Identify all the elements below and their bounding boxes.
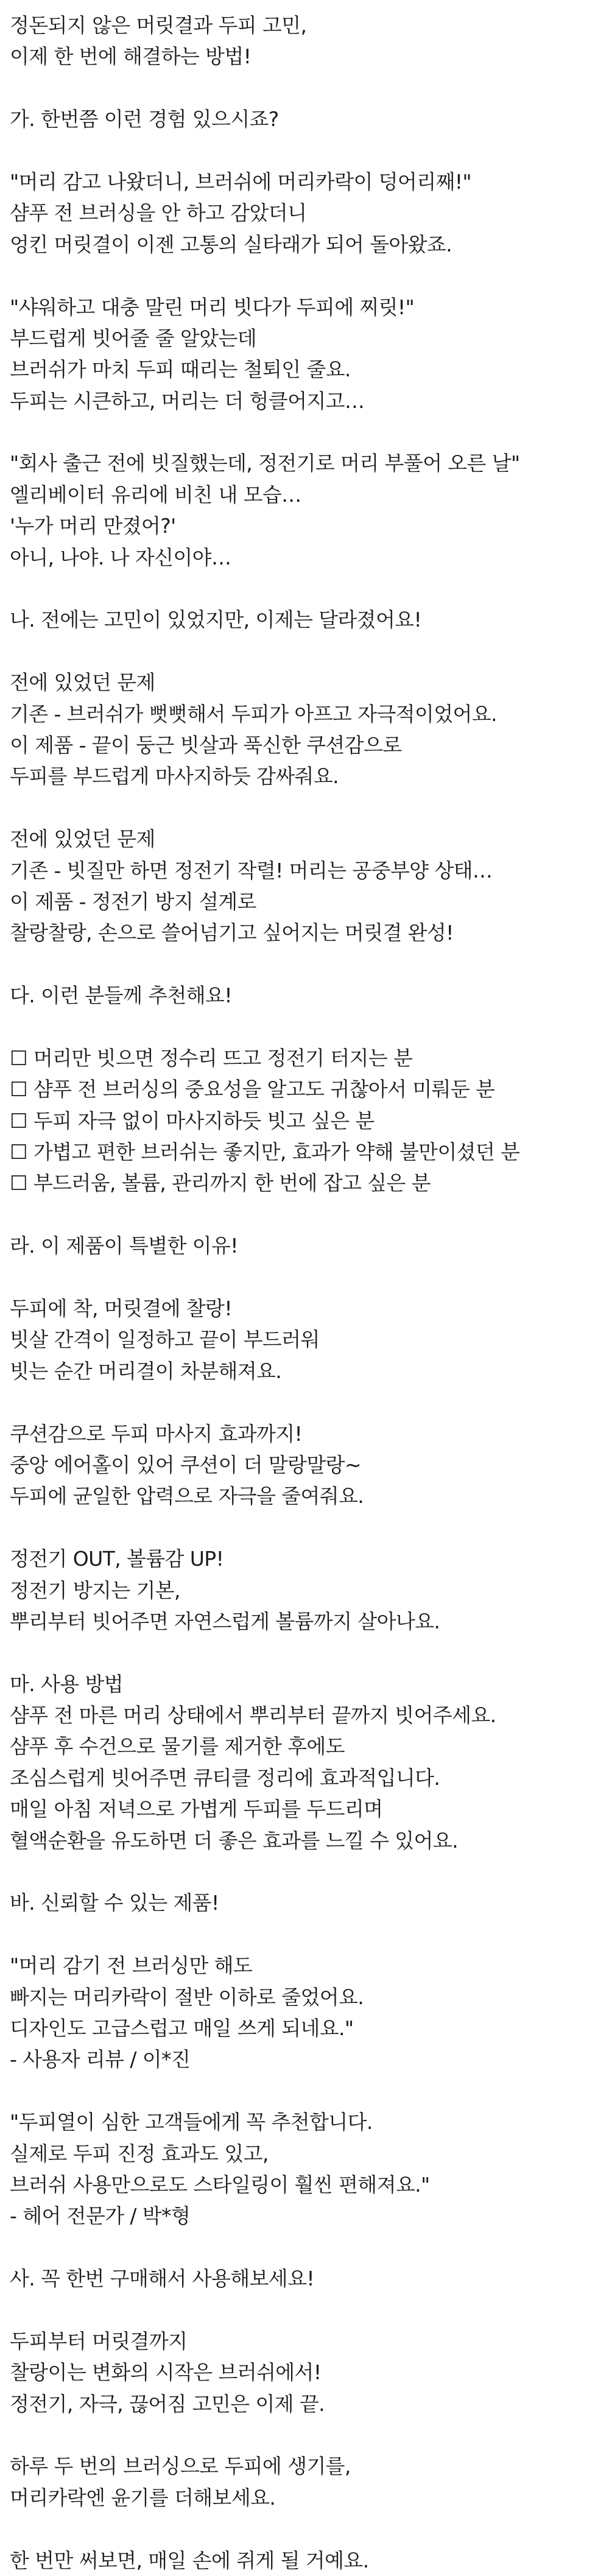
text-line: 머리카락엔 윤기를 더해보세요. bbox=[10, 2485, 276, 2510]
blank-line bbox=[10, 1387, 609, 1418]
blank-line bbox=[10, 2295, 609, 2326]
text-line: 샴푸 후 수건으로 물기를 제거한 후에도 bbox=[10, 1734, 345, 1759]
text-line: 두피는 시큰하고, 머리는 더 헝클어지고… bbox=[10, 389, 365, 413]
blank-line bbox=[10, 1199, 609, 1230]
text-line: 두피에 착, 머릿결에 찰랑! bbox=[10, 1297, 232, 1321]
text-line: "두피열이 심한 고객들에게 꼭 추천합니다. bbox=[10, 2110, 373, 2134]
text-line: 이 제품 - 정전기 방지 설계로 bbox=[10, 889, 256, 913]
text-line: 아니, 나야. 나 자신이야… bbox=[10, 545, 231, 569]
text-line: ☐ 부드러움, 볼륨, 관리까지 한 번에 잡고 싶은 분 bbox=[10, 1171, 431, 1195]
blank-line bbox=[10, 72, 609, 104]
text-line: 라. 이 제품이 특별한 이유! bbox=[10, 1234, 238, 1258]
text-line: 이 제품 - 끝이 둥근 빗살과 푹신한 쿠션감으로 bbox=[10, 733, 402, 757]
blank-line bbox=[10, 260, 609, 291]
text-line: 기존 - 빗질만 하면 정전기 작렬! 머리는 공중부양 상태… bbox=[10, 858, 493, 882]
text-line: 샴푸 전 브러싱을 안 하고 감았더니 bbox=[10, 201, 307, 225]
text-line: '누가 머리 만졌어?' bbox=[10, 514, 176, 538]
text-line: 찰랑찰랑, 손으로 쓸어넘기고 싶어지는 머릿결 완성! bbox=[10, 921, 454, 945]
text-line: 브러쉬가 마치 두피 때리는 철퇴인 줄요. bbox=[10, 357, 351, 382]
text-line: 빠지는 머리카락이 절반 이하로 줄었어요. bbox=[10, 1985, 364, 2009]
blank-line bbox=[10, 1919, 609, 1950]
text-line: 빗는 순간 머리결이 차분해져요. bbox=[10, 1359, 282, 1383]
text-line: ☐ 샴푸 전 브러싱의 중요성을 알고도 귀찮아서 미뤄둔 분 bbox=[10, 1077, 495, 1102]
text-line: 부드럽게 빗어줄 줄 알았는데 bbox=[10, 326, 257, 350]
blank-line bbox=[10, 1012, 609, 1043]
text-line: - 헤어 전문가 / 박*형 bbox=[10, 2204, 191, 2228]
text-line: "회사 출근 전에 빗질했는데, 정전기로 머리 부풀어 오른 날" bbox=[10, 451, 520, 476]
blank-line bbox=[10, 2232, 609, 2263]
text-line: 다. 이런 분들께 추천해요! bbox=[10, 984, 232, 1008]
text-line: 디자인도 고급스럽고 매일 쓰게 되네요." bbox=[10, 2016, 354, 2040]
text-line: 엉킨 머릿결이 이젠 고통의 실타래가 되어 돌아왔죠. bbox=[10, 232, 452, 256]
text-line: 마. 사용 방법 bbox=[10, 1672, 124, 1696]
text-line: "머리 감기 전 브러싱만 해도 bbox=[10, 1954, 253, 1978]
text-line: 나. 전에는 고민이 있었지만, 이제는 달라졌어요! bbox=[10, 608, 422, 632]
text-line: ☐ 두피 자극 없이 마사지하듯 빗고 싶은 분 bbox=[10, 1108, 375, 1133]
text-line: 중앙 에어홀이 있어 쿠션이 더 말랑말랑~ bbox=[10, 1452, 361, 1477]
blank-line bbox=[10, 949, 609, 980]
blank-line bbox=[10, 636, 609, 667]
blank-line bbox=[10, 417, 609, 448]
text-line: 사. 꼭 한번 구매해서 사용해보세요! bbox=[10, 2267, 314, 2291]
text-line: 한 번만 써보면, 매일 손에 쥐게 될 거예요. bbox=[10, 2548, 369, 2572]
text-line: ☐ 머리만 빗으면 정수리 뜨고 정전기 터지는 분 bbox=[10, 1046, 413, 1070]
text-line: 브러쉬 사용만으로도 스타일링이 훨씬 편해져요." bbox=[10, 2172, 430, 2197]
text-line: 조심스럽게 빗어주면 큐티클 정리에 효과적입니다. bbox=[10, 1765, 440, 1790]
blank-line bbox=[10, 573, 609, 604]
text-line: 두피부터 머릿결까지 bbox=[10, 2329, 188, 2353]
text-line: 정돈되지 않은 머릿결과 두피 고민, bbox=[10, 13, 307, 37]
text-line: ☐ 가볍고 편한 브러쉬는 좋지만, 효과가 약해 불만이셨던 분 bbox=[10, 1140, 520, 1164]
blank-line bbox=[10, 1637, 609, 1668]
text-line: 정전기 방지는 기본, bbox=[10, 1578, 180, 1602]
blank-line bbox=[10, 1512, 609, 1543]
text-line: 뿌리부터 빗어주면 자연스럽게 볼륨까지 살아나요. bbox=[10, 1609, 440, 1633]
text-line: "샤워하고 대충 말린 머리 빗다가 두피에 찌릿!" bbox=[10, 295, 415, 319]
text-line: 쿠션감으로 두피 마사지 효과까지! bbox=[10, 1421, 303, 1446]
text-line: 매일 아침 저녁으로 가볍게 두피를 두드리며 bbox=[10, 1797, 383, 1821]
text-line: 샴푸 전 마른 머리 상태에서 뿌리부터 끝까지 빗어주세요. bbox=[10, 1703, 496, 1728]
text-line: "머리 감고 나왔더니, 브러쉬에 머리카락이 덩어리째!" bbox=[10, 169, 471, 194]
text-line: 실제로 두피 진정 효과도 있고, bbox=[10, 2141, 269, 2166]
text-line: 이제 한 번에 해결하는 방법! bbox=[10, 44, 252, 69]
text-line: 전에 있었던 문제 bbox=[10, 670, 155, 695]
text-line: 빗살 간격이 일정하고 끝이 부드러워 bbox=[10, 1328, 320, 1352]
text-line: 바. 신뢰할 수 있는 제품! bbox=[10, 1891, 219, 1915]
text-line: - 사용자 리뷰 / 이*진 bbox=[10, 2047, 191, 2072]
blank-line bbox=[10, 2419, 609, 2451]
blank-line bbox=[10, 1262, 609, 1293]
text-line: 혈액순환을 유도하면 더 좋은 효과를 느낄 수 있어요. bbox=[10, 1828, 458, 1853]
text-line: 하루 두 번의 브러싱으로 두피에 생기를, bbox=[10, 2454, 351, 2479]
text-line: 엘리베이터 유리에 비친 내 모습… bbox=[10, 482, 301, 507]
blank-line bbox=[10, 135, 609, 166]
blank-line bbox=[10, 2075, 609, 2106]
text-line: 두피에 균일한 압력으로 자극을 줄여줘요. bbox=[10, 1484, 364, 1508]
blank-line bbox=[10, 2513, 609, 2544]
text-line: 찰랑이는 변화의 시작은 브러쉬에서! bbox=[10, 2360, 322, 2385]
text-line: 정전기 OUT, 볼륨감 UP! bbox=[10, 1547, 224, 1571]
text-line: 기존 - 브러쉬가 뻣뻣해서 두피가 아프고 자극적이었어요. bbox=[10, 702, 497, 726]
blank-line bbox=[10, 1856, 609, 1887]
text-line: 두피를 부드럽게 마사지하듯 감싸줘요. bbox=[10, 764, 339, 789]
text-line: 가. 한번쯤 이런 경험 있으시죠? bbox=[10, 107, 279, 132]
blank-line bbox=[10, 792, 609, 823]
text-line: 전에 있었던 문제 bbox=[10, 827, 155, 851]
text-line: 정전기, 자극, 끊어짐 고민은 이제 끝. bbox=[10, 2391, 325, 2416]
